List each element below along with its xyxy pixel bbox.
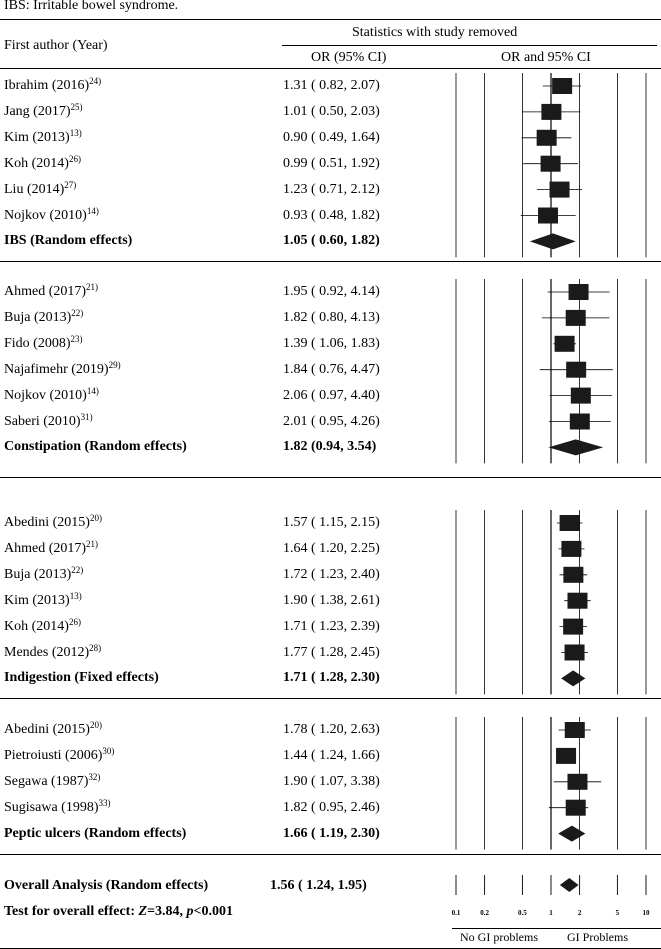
study-author-name: Abedini (2015) — [4, 722, 90, 737]
overall-label: Overall Analysis (Random effects) — [4, 878, 209, 893]
study-author-name: Fido (2008) — [4, 335, 71, 351]
study-author-name: Jang (2017) — [4, 103, 71, 119]
study-point-square — [541, 156, 561, 172]
study-author-name: Sugisawa (1998) — [4, 799, 99, 815]
study-reference: 26) — [68, 153, 81, 164]
study-reference: 13) — [69, 590, 82, 601]
study-point-square — [561, 541, 581, 557]
x-tick-label: 0.1 — [451, 909, 461, 917]
table-caption: IBS: Irritable bowel syndrome. — [4, 0, 179, 13]
study-point-square — [560, 515, 580, 531]
study-reference: 30) — [102, 745, 115, 756]
study-point-square — [567, 593, 587, 609]
study-ci-text: 1.90 ( 1.38, 2.61) — [283, 592, 380, 608]
test-p-value: <0.001 — [193, 904, 234, 919]
study-reference: 21) — [86, 538, 99, 549]
x-tick-label: 2 — [577, 909, 582, 917]
summary-diamond — [561, 670, 585, 686]
study-author-name: Koh (2014) — [4, 155, 69, 171]
study-point-square — [563, 567, 583, 583]
study-ci-text: 0.99 ( 0.51, 1.92) — [283, 155, 380, 171]
study-author-name: Buja (2013) — [4, 566, 72, 582]
study-author-name: Liu (2014) — [4, 181, 65, 197]
study-author-name: Koh (2014) — [4, 618, 69, 634]
summary-label: Indigestion (Fixed effects) — [4, 670, 159, 686]
test-prefix: Test for overall effect: — [4, 904, 139, 919]
study-author-name: Abedini (2015) — [4, 515, 90, 530]
study-point-square — [550, 182, 570, 198]
study-point-square — [563, 619, 583, 635]
study-point-square — [567, 774, 587, 790]
study-ci-text: 1.71 ( 1.23, 2.39) — [283, 618, 380, 634]
study-reference: 22) — [71, 307, 84, 318]
study-ci-text: 1.95 ( 0.92, 4.14) — [283, 284, 380, 299]
test-z-label: Z — [138, 904, 148, 919]
study-author-name: Segawa (1987) — [4, 773, 89, 789]
study-author-name: Pietroiusti (2006) — [4, 747, 103, 763]
test-p-label: p — [186, 904, 194, 919]
x-left-label: No GI problems — [460, 930, 538, 944]
study-reference: 25) — [70, 101, 83, 112]
study-ci-text: 1.31 ( 0.82, 2.07) — [283, 78, 380, 93]
overall-diamond — [560, 878, 579, 892]
study-reference: 26) — [68, 616, 81, 627]
study-author-name: Nojkov (2010) — [4, 207, 87, 223]
x-right-label: GI Problems — [567, 930, 628, 944]
study-point-square — [566, 800, 586, 816]
x-tick-label: 0.2 — [480, 909, 489, 917]
summary-label: Constipation (Random effects) — [4, 439, 187, 455]
col-header-group: Statistics with study removed — [352, 25, 518, 40]
study-ci-text: 2.06 ( 0.97, 4.40) — [283, 387, 380, 403]
study-author-name: Saberi (2010) — [4, 413, 81, 429]
x-tick-label: 10 — [642, 909, 650, 917]
study-point-square — [571, 388, 591, 404]
study-author-name: Nojkov (2010) — [4, 387, 87, 403]
study-ci-text: 2.01 ( 0.95, 4.26) — [283, 413, 380, 429]
study-author-name: Najafimehr (2019) — [4, 361, 109, 377]
study-point-square — [565, 722, 585, 738]
study-ci-text: 1.82 ( 0.80, 4.13) — [283, 309, 380, 325]
study-ci-text: 0.93 ( 0.48, 1.82) — [283, 207, 380, 223]
col-header-author: First author (Year) — [4, 38, 108, 53]
study-author-name: Ahmed (2017) — [4, 540, 87, 556]
study-ci-text: 1.64 ( 1.20, 2.25) — [283, 540, 380, 556]
study-ci-text: 1.23 ( 0.71, 2.12) — [283, 181, 380, 197]
study-reference: 22) — [71, 564, 84, 575]
study-point-square — [566, 362, 586, 378]
study-point-square — [537, 130, 557, 146]
summary-ci-text: 1.71 ( 1.28, 2.30) — [283, 670, 380, 686]
summary-diamond — [548, 439, 603, 455]
study-ci-text: 1.57 ( 1.15, 2.15) — [283, 515, 380, 530]
summary-ci-text: 1.66 ( 1.19, 2.30) — [283, 825, 380, 841]
overall-ci-text: 1.56 ( 1.24, 1.95) — [270, 878, 367, 893]
summary-label: Peptic ulcers (Random effects) — [4, 825, 187, 841]
col-header-plot: OR and 95% CI — [501, 50, 591, 65]
study-ci-text: 1.77 ( 1.28, 2.45) — [283, 644, 380, 660]
study-author-name: Kim (2013) — [4, 129, 70, 145]
study-point-square — [541, 104, 561, 120]
study-reference: 24) — [89, 76, 102, 86]
study-reference: 27) — [64, 179, 77, 190]
study-point-square — [570, 414, 590, 430]
study-reference: 23) — [70, 333, 83, 344]
study-point-square — [566, 310, 586, 326]
study-author-name: Ahmed (2017) — [4, 284, 87, 299]
study-reference: 32) — [88, 771, 101, 782]
study-reference: 33) — [98, 797, 111, 808]
test-z-value: =3.84, — [147, 904, 187, 919]
study-ci-text: 1.39 ( 1.06, 1.83) — [283, 335, 380, 351]
summary-diamond — [558, 826, 585, 842]
study-point-square — [565, 645, 585, 661]
study-reference: 13) — [69, 127, 82, 138]
study-point-square — [569, 284, 589, 300]
study-author-name: Mendes (2012) — [4, 644, 90, 660]
study-reference: 29) — [108, 359, 121, 370]
study-reference: 14) — [86, 385, 99, 396]
summary-ci-text: 1.05 ( 0.60, 1.82) — [283, 233, 380, 249]
study-ci-text: 1.72 ( 1.23, 2.40) — [283, 566, 380, 582]
summary-label: IBS (Random effects) — [4, 233, 133, 249]
summary-ci-text: 1.82 (0.94, 3.54) — [283, 439, 377, 455]
study-ci-text: 1.01 ( 0.50, 2.03) — [283, 103, 380, 119]
x-tick-label: 0.5 — [518, 909, 527, 917]
study-ci-text: 1.44 ( 1.24, 1.66) — [283, 747, 380, 763]
col-header-or: OR (95% CI) — [311, 50, 387, 65]
study-author-name: Ibrahim (2016) — [4, 78, 90, 93]
study-point-square — [538, 208, 558, 224]
study-ci-text: 1.84 ( 0.76, 4.47) — [283, 361, 380, 377]
study-author-name: Kim (2013) — [4, 592, 70, 608]
study-reference: 31) — [80, 411, 93, 422]
study-author-name: Buja (2013) — [4, 309, 72, 325]
x-tick-label: 1 — [549, 909, 553, 917]
study-point-square — [552, 78, 572, 94]
study-ci-text: 1.82 ( 0.95, 2.46) — [283, 799, 380, 815]
study-reference: 28) — [89, 642, 102, 653]
summary-diamond — [530, 233, 576, 249]
x-tick-label: 5 — [615, 909, 620, 917]
study-reference: 21) — [86, 282, 99, 292]
study-reference: 14) — [86, 205, 99, 216]
study-point-square — [556, 748, 576, 764]
study-point-square — [555, 336, 575, 352]
study-reference: 20) — [89, 513, 102, 523]
study-ci-text: 1.90 ( 1.07, 3.38) — [283, 773, 380, 789]
study-reference: 20) — [89, 720, 102, 730]
study-ci-text: 0.90 ( 0.49, 1.64) — [283, 129, 380, 145]
study-ci-text: 1.78 ( 1.20, 2.63) — [283, 722, 380, 737]
